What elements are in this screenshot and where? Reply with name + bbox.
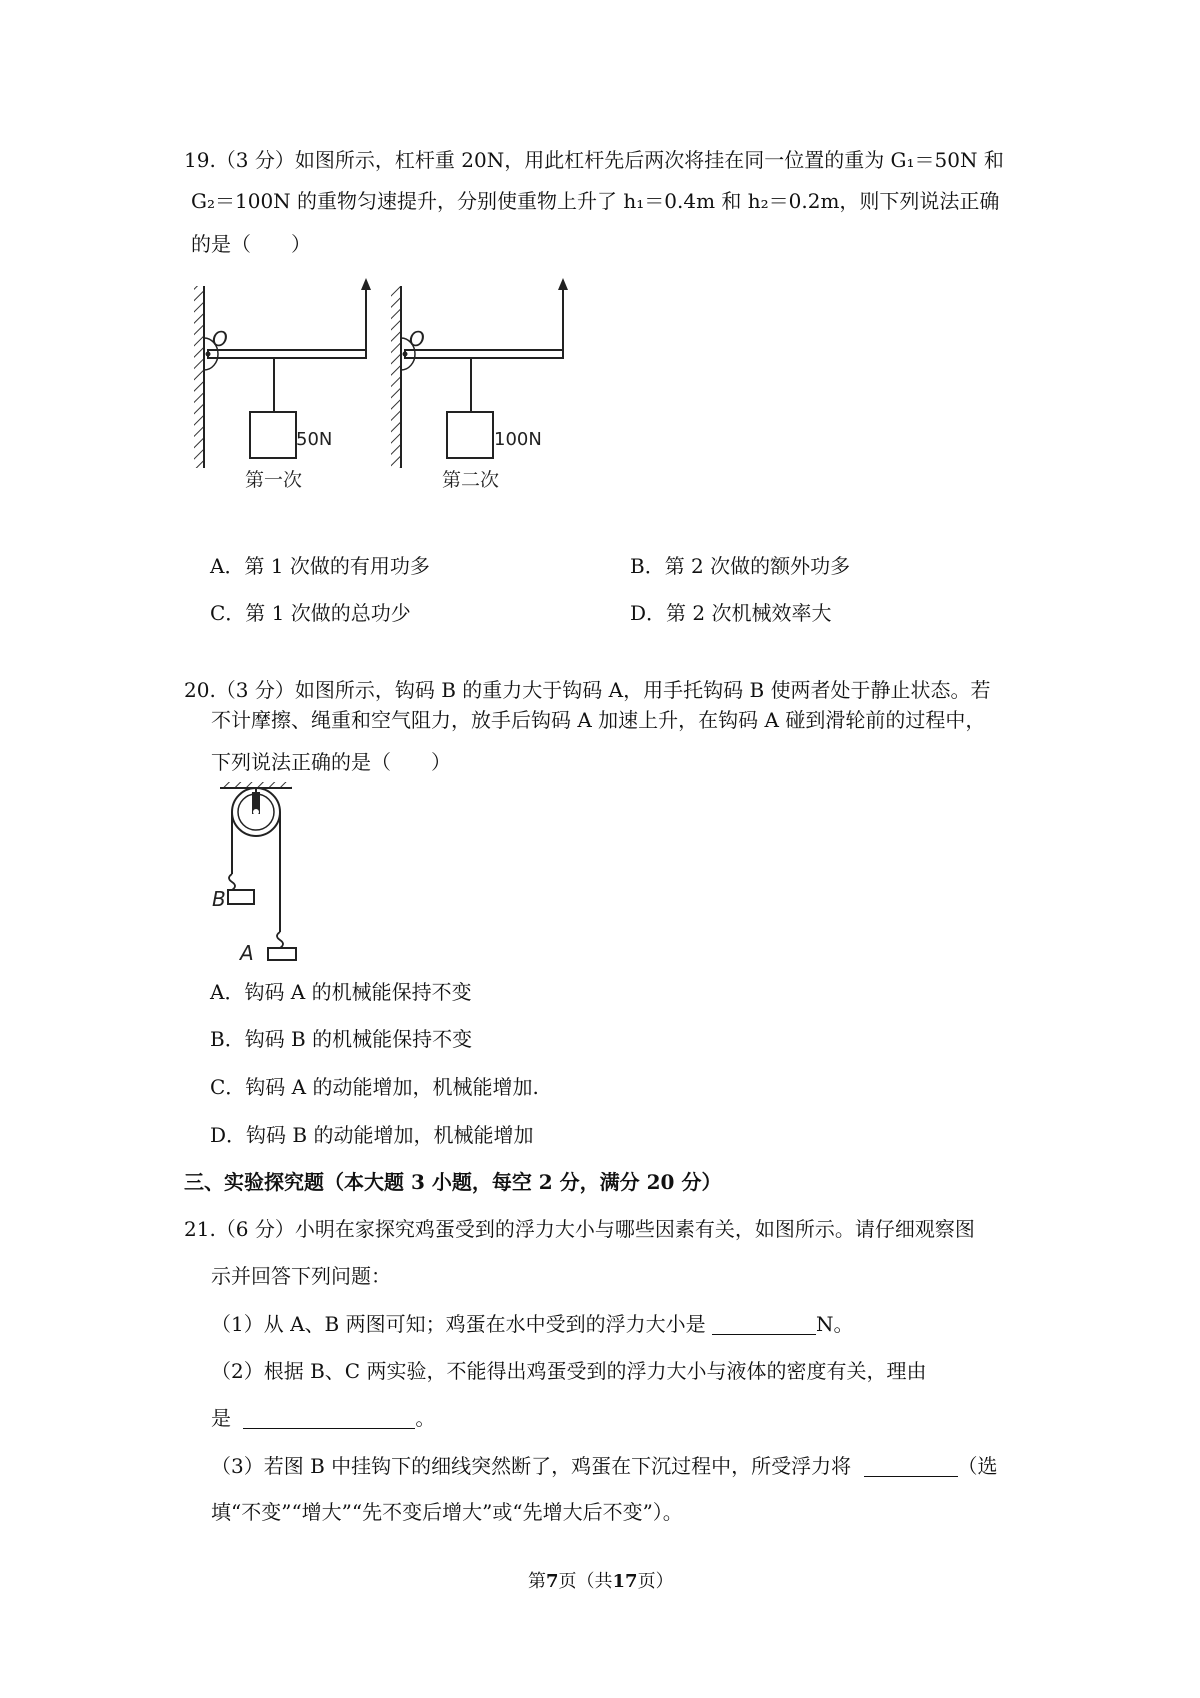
- q21-sub-3-end: （选: [957, 1454, 998, 1478]
- pivot-label-right: O: [409, 327, 425, 351]
- q21-line-1: 21.（6 分）小明在家探究鸡蛋受到的浮力大小与哪些因素有关，如图所示。请仔细观察图: [184, 1217, 975, 1241]
- q19-option-b: B．第 2 次做的额外功多: [630, 554, 851, 578]
- q19-option-c: C．第 1 次做的总功少: [210, 601, 411, 625]
- q21-sub-3-line-2: 填“不变”“增大”“先不变后增大”或“先增大后不变”）。: [211, 1500, 683, 1524]
- q21-sub-1-unit: N。: [815, 1312, 854, 1336]
- footer-prefix: 第: [528, 1571, 546, 1592]
- q21-sub-2-end: 。: [415, 1406, 436, 1430]
- lever-figure-second: [391, 278, 568, 491]
- weight-b: [228, 890, 254, 904]
- q21-sub-1-text: （1）从 A、B 两图可知；鸡蛋在水中受到的浮力大小是: [211, 1312, 706, 1336]
- q21-answer-blank-3[interactable]: [864, 1454, 958, 1477]
- q21-line-2: 示并回答下列问题：: [211, 1264, 391, 1288]
- q21-sub-1: [211, 1310, 853, 1338]
- weight-a: [268, 948, 296, 960]
- pivot-label-left: O: [212, 327, 228, 351]
- lever-bar-right: [405, 350, 563, 358]
- caption-left: 第一次: [245, 469, 303, 491]
- q21-sub-3-text: （3）若图 B 中挂钩下的细线突然断了，鸡蛋在下沉过程中，所受浮力将: [211, 1454, 852, 1478]
- footer-middle: 页（共: [558, 1571, 613, 1592]
- footer-page-number: 7: [546, 1571, 559, 1592]
- lever-figure-first: [194, 278, 371, 491]
- lever-bar-left: [208, 350, 366, 358]
- q20-option-a: A．钩码 A 的机械能保持不变: [210, 980, 472, 1004]
- q21-sub-2-line-1: （2）根据 B、C 两实验，不能得出鸡蛋受到的浮力大小与液体的密度有关，理由: [211, 1359, 927, 1383]
- page-footer: [528, 1570, 674, 1594]
- footer-suffix: 页）: [637, 1571, 674, 1592]
- q19-option-a: A．第 1 次做的有用功多: [210, 554, 430, 578]
- q19-option-d: D．第 2 次机械效率大: [630, 601, 832, 625]
- q20-line-3: 下列说法正确的是（ ）: [211, 750, 451, 774]
- q19-line-1: 19.（3 分）如图所示，杠杆重 20N，用此杠杆先后两次将挂在同一位置的重为 G₁＝50N 和: [184, 148, 1004, 172]
- q21-sub-2-line-2: [211, 1404, 435, 1432]
- section-heading: 三、实验探究题（本大题 3 小题，每空 2 分，满分 20 分）: [184, 1170, 722, 1194]
- q20-line-2: 不计摩擦、绳重和空气阻力，放手后钩码 A 加速上升，在钩码 A 碰到滑轮前的过程中，: [211, 708, 986, 732]
- q20-option-d: D．钩码 B 的动能增加，机械能增加: [210, 1123, 534, 1147]
- footer-total-pages: 17: [612, 1571, 638, 1592]
- label-b: B: [212, 887, 226, 911]
- q19-line-3: 的是（ ）: [191, 232, 311, 256]
- q21-sub-2-text: 是: [211, 1406, 231, 1430]
- q21-sub-3-line-1: [211, 1452, 998, 1480]
- q20-pulley-diagram: [208, 780, 318, 965]
- q20-option-c: C．钩码 A 的动能增加，机械能增加.: [210, 1075, 539, 1099]
- q19-lever-diagram: [190, 270, 580, 500]
- q20-line-1: 20.（3 分）如图所示，钩码 B 的重力大于钩码 A，用手托钩码 B 使两者处于静止状态。若: [184, 678, 991, 702]
- weight-box-left: [250, 412, 296, 458]
- wall-left: [194, 286, 204, 468]
- caption-right: 第二次: [442, 469, 500, 491]
- q19-line-2: G₂＝100N 的重物匀速提升，分别使重物上升了 h₁＝0.4m 和 h₂＝0.2m，则下列说法正确: [191, 189, 1000, 213]
- q20-option-b: B．钩码 B 的机械能保持不变: [210, 1027, 473, 1051]
- weight-box-right: [447, 412, 493, 458]
- q21-answer-blank-1[interactable]: [712, 1312, 816, 1335]
- label-a: A: [240, 941, 254, 965]
- weight-label-right: 100N: [494, 429, 542, 450]
- q21-answer-blank-2[interactable]: [243, 1406, 415, 1429]
- weight-label-left: 50N: [296, 429, 333, 450]
- wall-right: [391, 286, 401, 468]
